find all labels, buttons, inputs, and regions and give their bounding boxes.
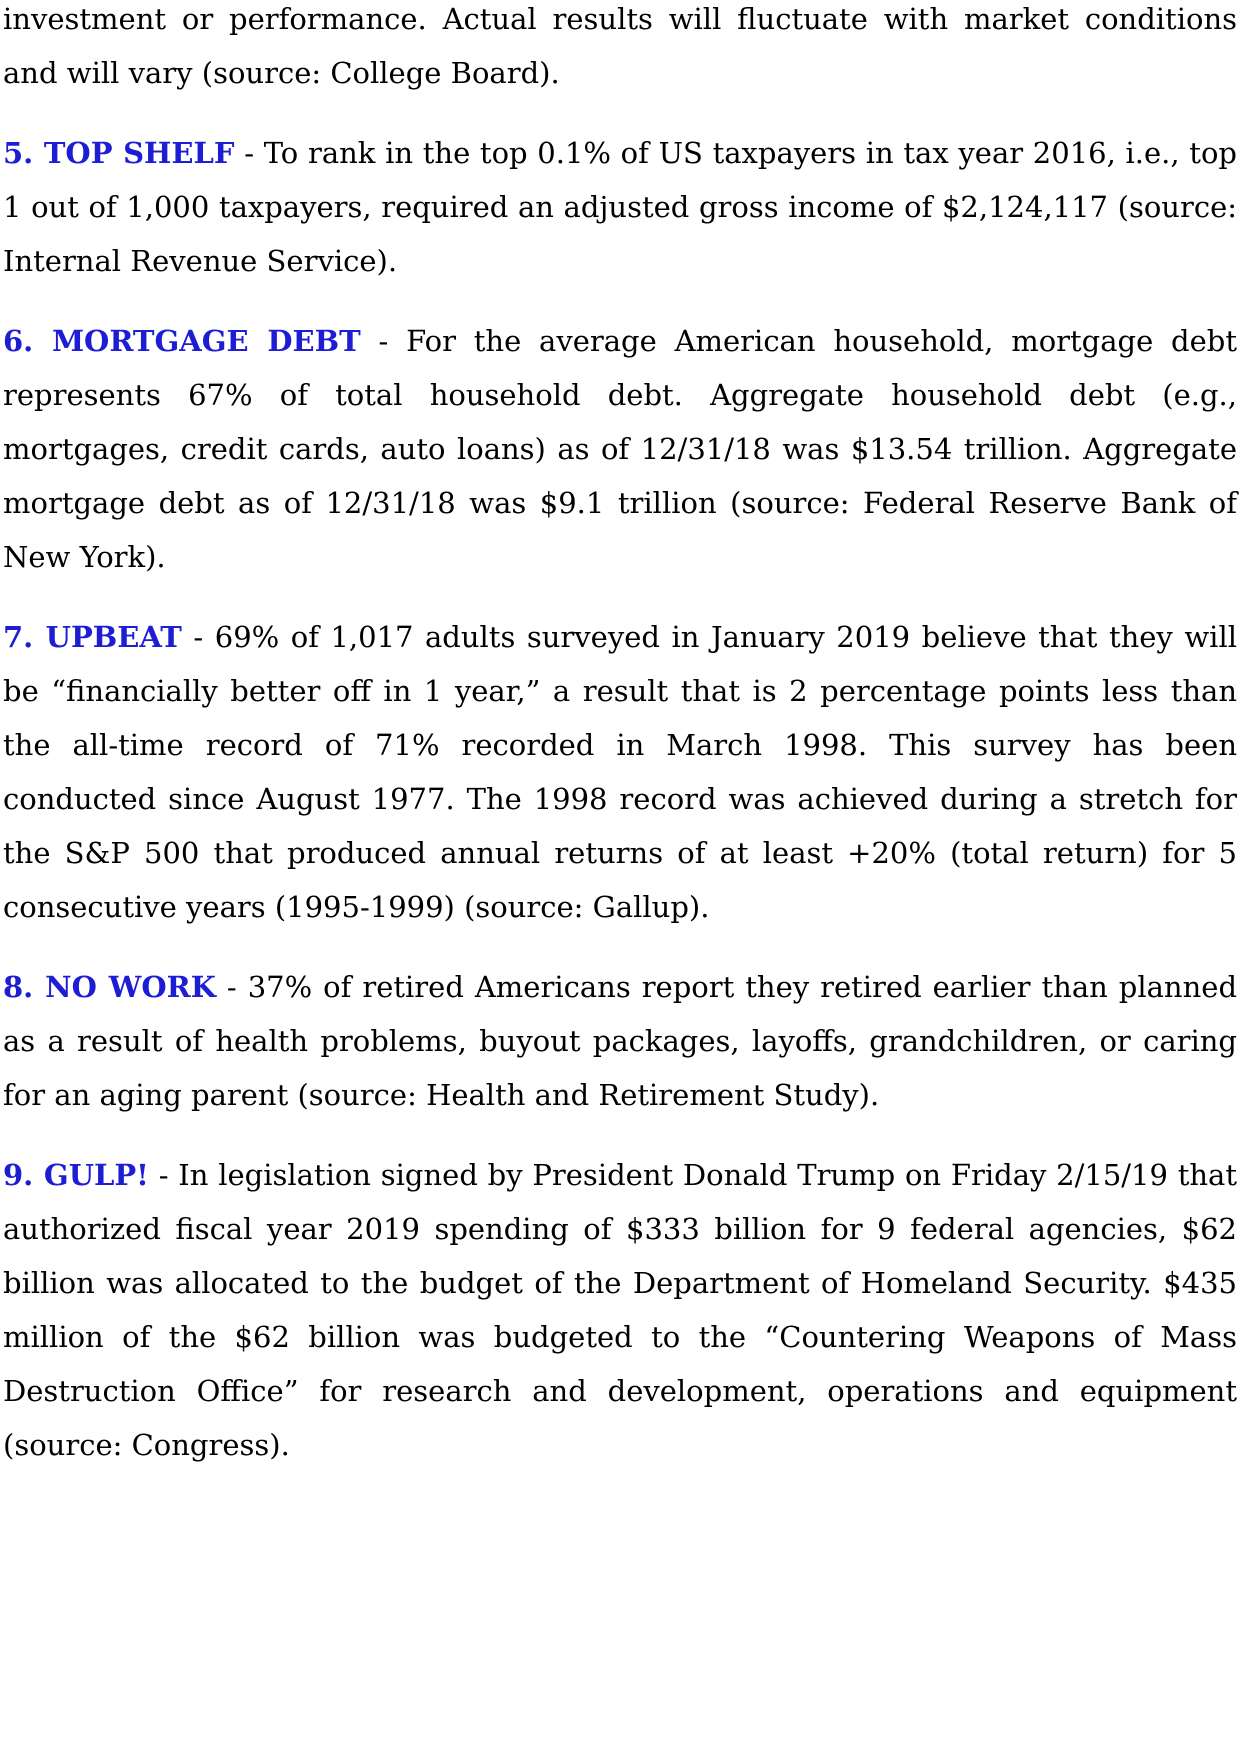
paragraph-text: - 69% of 1,017 adults surveyed in January 2019 believe that they will be “financially better off in 1 year,” a result that is 2 percentage points less than the all-time record of 71% recorded in March 1998. This survey has been conducted since August 1977. The 1998 record was achieved during a stretch for the S&P 500 that produced annual returns of at least +20% (total return) for 5 consecutive years (1995-1999) (source: Gallup). — [3, 620, 1237, 924]
paragraph-text: - For the average American household, mortgage debt represents 67% of total household debt. Aggregate household debt (e.g., mortgages, credit cards, auto loans) as of 12/31/18 was $13.54 trillion. Aggregate mortgage debt as of 12/31/18 was $9.1 trillion (source: Federal Reserve Bank of New York). — [3, 324, 1237, 574]
paragraph — [3, 126, 1237, 288]
paragraph-heading: 5. TOP SHELF — [3, 136, 235, 170]
paragraph-heading: 9. GULP! — [3, 1158, 149, 1192]
paragraph-text: - 37% of retired Americans report they retired earlier than planned as a result of health problems, buyout packages, layoffs, grandchildren, or caring for an aging parent (source: Health and Retirement Study). — [3, 970, 1238, 1112]
paragraph — [3, 960, 1237, 1122]
paragraph-heading: 6. MORTGAGE DEBT — [3, 324, 361, 358]
paragraph — [3, 1148, 1237, 1472]
paragraph — [3, 314, 1237, 584]
paragraph — [3, 610, 1237, 934]
paragraph-heading: 8. NO WORK — [3, 970, 216, 1004]
paragraph — [3, 0, 1237, 100]
paragraph-text: investment or performance. Actual results will fluctuate with market conditions and will vary (source: College Board). — [3, 2, 1237, 90]
paragraph-text: - To rank in the top 0.1% of US taxpayers in tax year 2016, i.e., top 1 out of 1,000 taxpayers, required an adjusted gross income of $2,124,117 (source: Internal Revenue Service). — [3, 136, 1237, 278]
paragraph-text: - In legislation signed by President Donald Trump on Friday 2/15/19 that authorized fiscal year 2019 spending of $333 billion for 9 federal agencies, $62 billion was allocated to the budget of the Department of Homeland Security. $435 million of the $62 billion was budgeted to the “Countering Weapons of Mass Destruction Office” for research and development, operations and equipment (source: Congress). — [3, 1158, 1237, 1462]
paragraph-heading: 7. UPBEAT — [3, 620, 182, 654]
